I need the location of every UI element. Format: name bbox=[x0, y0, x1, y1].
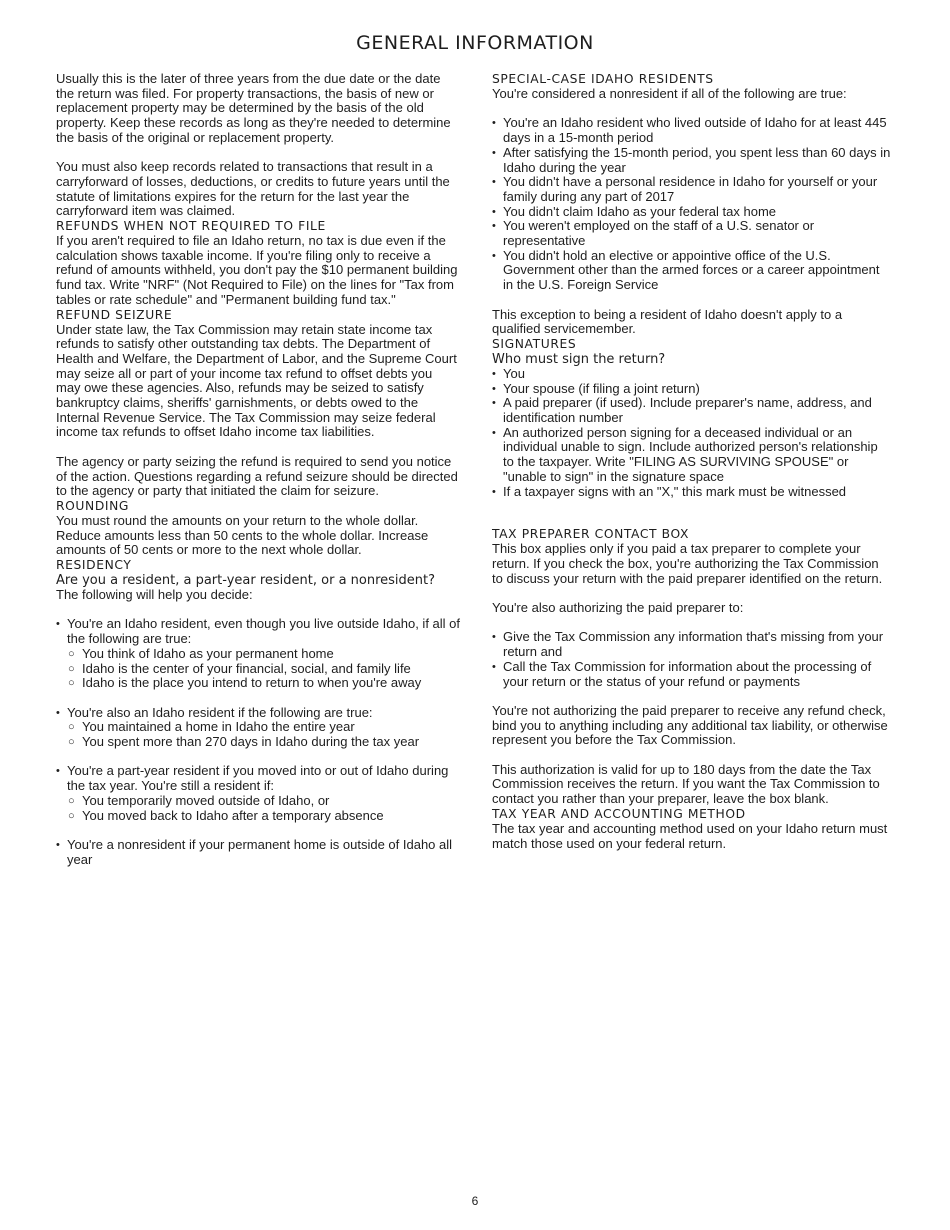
tax-year-heading: TAX YEAR AND ACCOUNTING METHOD bbox=[492, 806, 746, 821]
list-item: • You didn't have a personal residence in Idaho for yourself or your family during any part of 2017 bbox=[492, 175, 892, 204]
special-case-intro: You're considered a nonresident if all of the following are true: bbox=[492, 86, 847, 101]
left-column bbox=[56, 72, 460, 867]
tax-preparer-text-2: You're also authorizing the paid preparer to: bbox=[492, 600, 744, 616]
signatures-heading: SIGNATURES bbox=[492, 336, 577, 351]
list-item bbox=[56, 617, 460, 691]
list-item bbox=[56, 838, 460, 867]
special-case-heading: SPECIAL-CASE IDAHO RESIDENTS bbox=[492, 72, 714, 86]
list-item: • You weren't employed on the staff of a U.S. senator or representative bbox=[492, 219, 892, 248]
sub-list-item: ○ You temporarily moved outside of Idaho, or bbox=[67, 794, 460, 809]
page-number: 6 bbox=[471, 1194, 479, 1208]
list-item: • Your spouse (if filing a joint return) bbox=[492, 382, 892, 397]
special-case-list bbox=[492, 116, 892, 292]
signatures-question: Who must sign the return? bbox=[492, 351, 666, 367]
list-item: • Call the Tax Commission for information about the processing of your return or the status of your refund or payments bbox=[492, 660, 892, 689]
list-item-text: You're also an Idaho resident if the following are true: bbox=[67, 704, 373, 720]
list-item-text: You're a nonresident if your permanent home is outside of Idaho all year bbox=[67, 836, 453, 867]
tax-preparer-text-3: You're not authorizing the paid preparer to receive any refund check, bind you to anything including any additional tax liability, or otherwise represent you before the Tax Commission. bbox=[492, 702, 888, 748]
rounding-text: You must round the amounts on your return to the whole dollar. Reduce amounts less than 50 cents to the whole dollar. Increase amounts of 50 cents or more to the next whole dollar. bbox=[56, 512, 429, 558]
sub-list-item: ○ You maintained a home in Idaho the entire year bbox=[67, 720, 460, 735]
list-item-text: You're an Idaho resident, even though you live outside Idaho, if all of the following are true: bbox=[67, 616, 461, 647]
list-item: • A paid preparer (if used). Include preparer's name, address, and identification number bbox=[492, 396, 892, 425]
sub-list-item: ○ Idaho is the place you intend to return to when you're away bbox=[67, 676, 460, 691]
residency-question: Are you a resident, a part-year resident, or a nonresident? bbox=[56, 573, 436, 589]
list-item: • You bbox=[492, 367, 892, 382]
sub-list-item: ○ You think of Idaho as your permanent home bbox=[67, 647, 460, 662]
sub-list-item: ○ You spent more than 270 days in Idaho during the tax year bbox=[67, 735, 460, 750]
list-item: • You didn't hold an elective or appointive office of the U.S. Government other than the armed forces or a career appointment in the U.S. Foreign Service bbox=[492, 249, 892, 293]
list-item bbox=[56, 764, 460, 823]
list-item: • An authorized person signing for a deceased individual or an individual unable to sign. Include authorized person's relationship to the taxpayer. Write "FILING AS SURVIVING SPOUSE" or "unable to sign" in the signature space bbox=[492, 426, 892, 485]
list-item bbox=[56, 706, 460, 750]
list-item-text: You're a part-year resident if you moved into or out of Idaho during the tax year. You're still a resident if: bbox=[67, 763, 449, 794]
list-item: • You didn't claim Idaho as your federal tax home bbox=[492, 205, 892, 220]
tax-preparer-text-4: This authorization is valid for up to 180 days from the date the Tax Commission receives the return. If you want the Tax Commission to contact you rather than your preparer, leave the box blank. bbox=[492, 761, 880, 807]
sub-list bbox=[67, 720, 460, 749]
refund-seizure-text-2: The agency or party seizing the refund is required to send you notice of the action. Questions regarding a refund seizure should be directed to the agency or party that initiated the claim for seizure. bbox=[56, 453, 458, 499]
signatures-list bbox=[492, 367, 892, 499]
list-item: • If a taxpayer signs with an "X," this mark must be witnessed bbox=[492, 485, 892, 500]
page-title: GENERAL INFORMATION bbox=[356, 32, 594, 54]
tax-year-text: The tax year and accounting method used on your Idaho return must match those used on your federal return. bbox=[492, 820, 888, 851]
list-item: • After satisfying the 15-month period, you spent less than 60 days in Idaho during the year bbox=[492, 146, 892, 175]
residency-heading: RESIDENCY bbox=[56, 558, 132, 573]
records-paragraph-1: Usually this is the later of three years from the due date or the date the return was filed. For property transactions, the basis of new or replacement property may be determined by the basis of the old property. Keep these records as long as they're needed to determine the basis of the original or replacement property. bbox=[56, 71, 451, 145]
refund-seizure-heading: REFUND SEIZURE bbox=[56, 307, 173, 322]
sub-list bbox=[67, 794, 460, 823]
right-column bbox=[492, 72, 892, 851]
residency-intro: The following will help you decide: bbox=[56, 587, 253, 603]
tax-preparer-text-1: This box applies only if you paid a tax preparer to complete your return. If you check the box, you're authorizing the Tax Commission to discuss your return with the paid preparer identified on the return. bbox=[492, 541, 883, 586]
sub-list-item: ○ You moved back to Idaho after a temporary absence bbox=[67, 809, 460, 824]
residency-list bbox=[56, 617, 460, 867]
list-item: • Give the Tax Commission any information that's missing from your return and bbox=[492, 630, 892, 659]
rounding-heading: ROUNDING bbox=[56, 498, 130, 513]
refunds-heading: REFUNDS WHEN NOT REQUIRED TO FILE bbox=[56, 219, 326, 234]
refunds-text: If you aren't required to file an Idaho return, no tax is due even if the calculation shows taxable income. If you're filing only to receive a refund of amounts withheld, you don't pay the $10 permanent building fund tax. Write "NRF" (Not Required to File) on the lines for "Tax from tables or rate schedule" and "Permanent building fund tax." bbox=[56, 233, 458, 307]
list-item: • You're an Idaho resident who lived outside of Idaho for at least 445 days in a 15-month period bbox=[492, 116, 892, 145]
records-paragraph-2: You must also keep records related to transactions that result in a carryforward of losses, deductions, or credits to future years until the statute of limitations expires for the return for the last year the carryforward item was claimed. bbox=[56, 159, 450, 219]
special-case-note: This exception to being a resident of Idaho doesn't apply to a qualified servicemember. bbox=[492, 306, 843, 337]
refund-seizure-text-1: Under state law, the Tax Commission may retain state income tax refunds to satisfy other outstanding tax debts. The Department of Health and Welfare, the Department of Labor, and the Supreme Court may seize all or part of your income tax refund to offset debts you may owe these agencies. Also, refunds may be seized to satisfy bankruptcy claims, sheriffs' garnishments, or debts owed to the Internal Revenue Service. The Tax Commission may seize federal income tax refunds to offset Idaho income tax liabilities. bbox=[56, 321, 457, 440]
tax-preparer-heading: TAX PREPARER CONTACT BOX bbox=[492, 527, 689, 542]
sub-list bbox=[67, 647, 460, 691]
tax-preparer-list bbox=[492, 630, 892, 689]
sub-list-item: ○ Idaho is the center of your financial, social, and family life bbox=[67, 662, 460, 677]
